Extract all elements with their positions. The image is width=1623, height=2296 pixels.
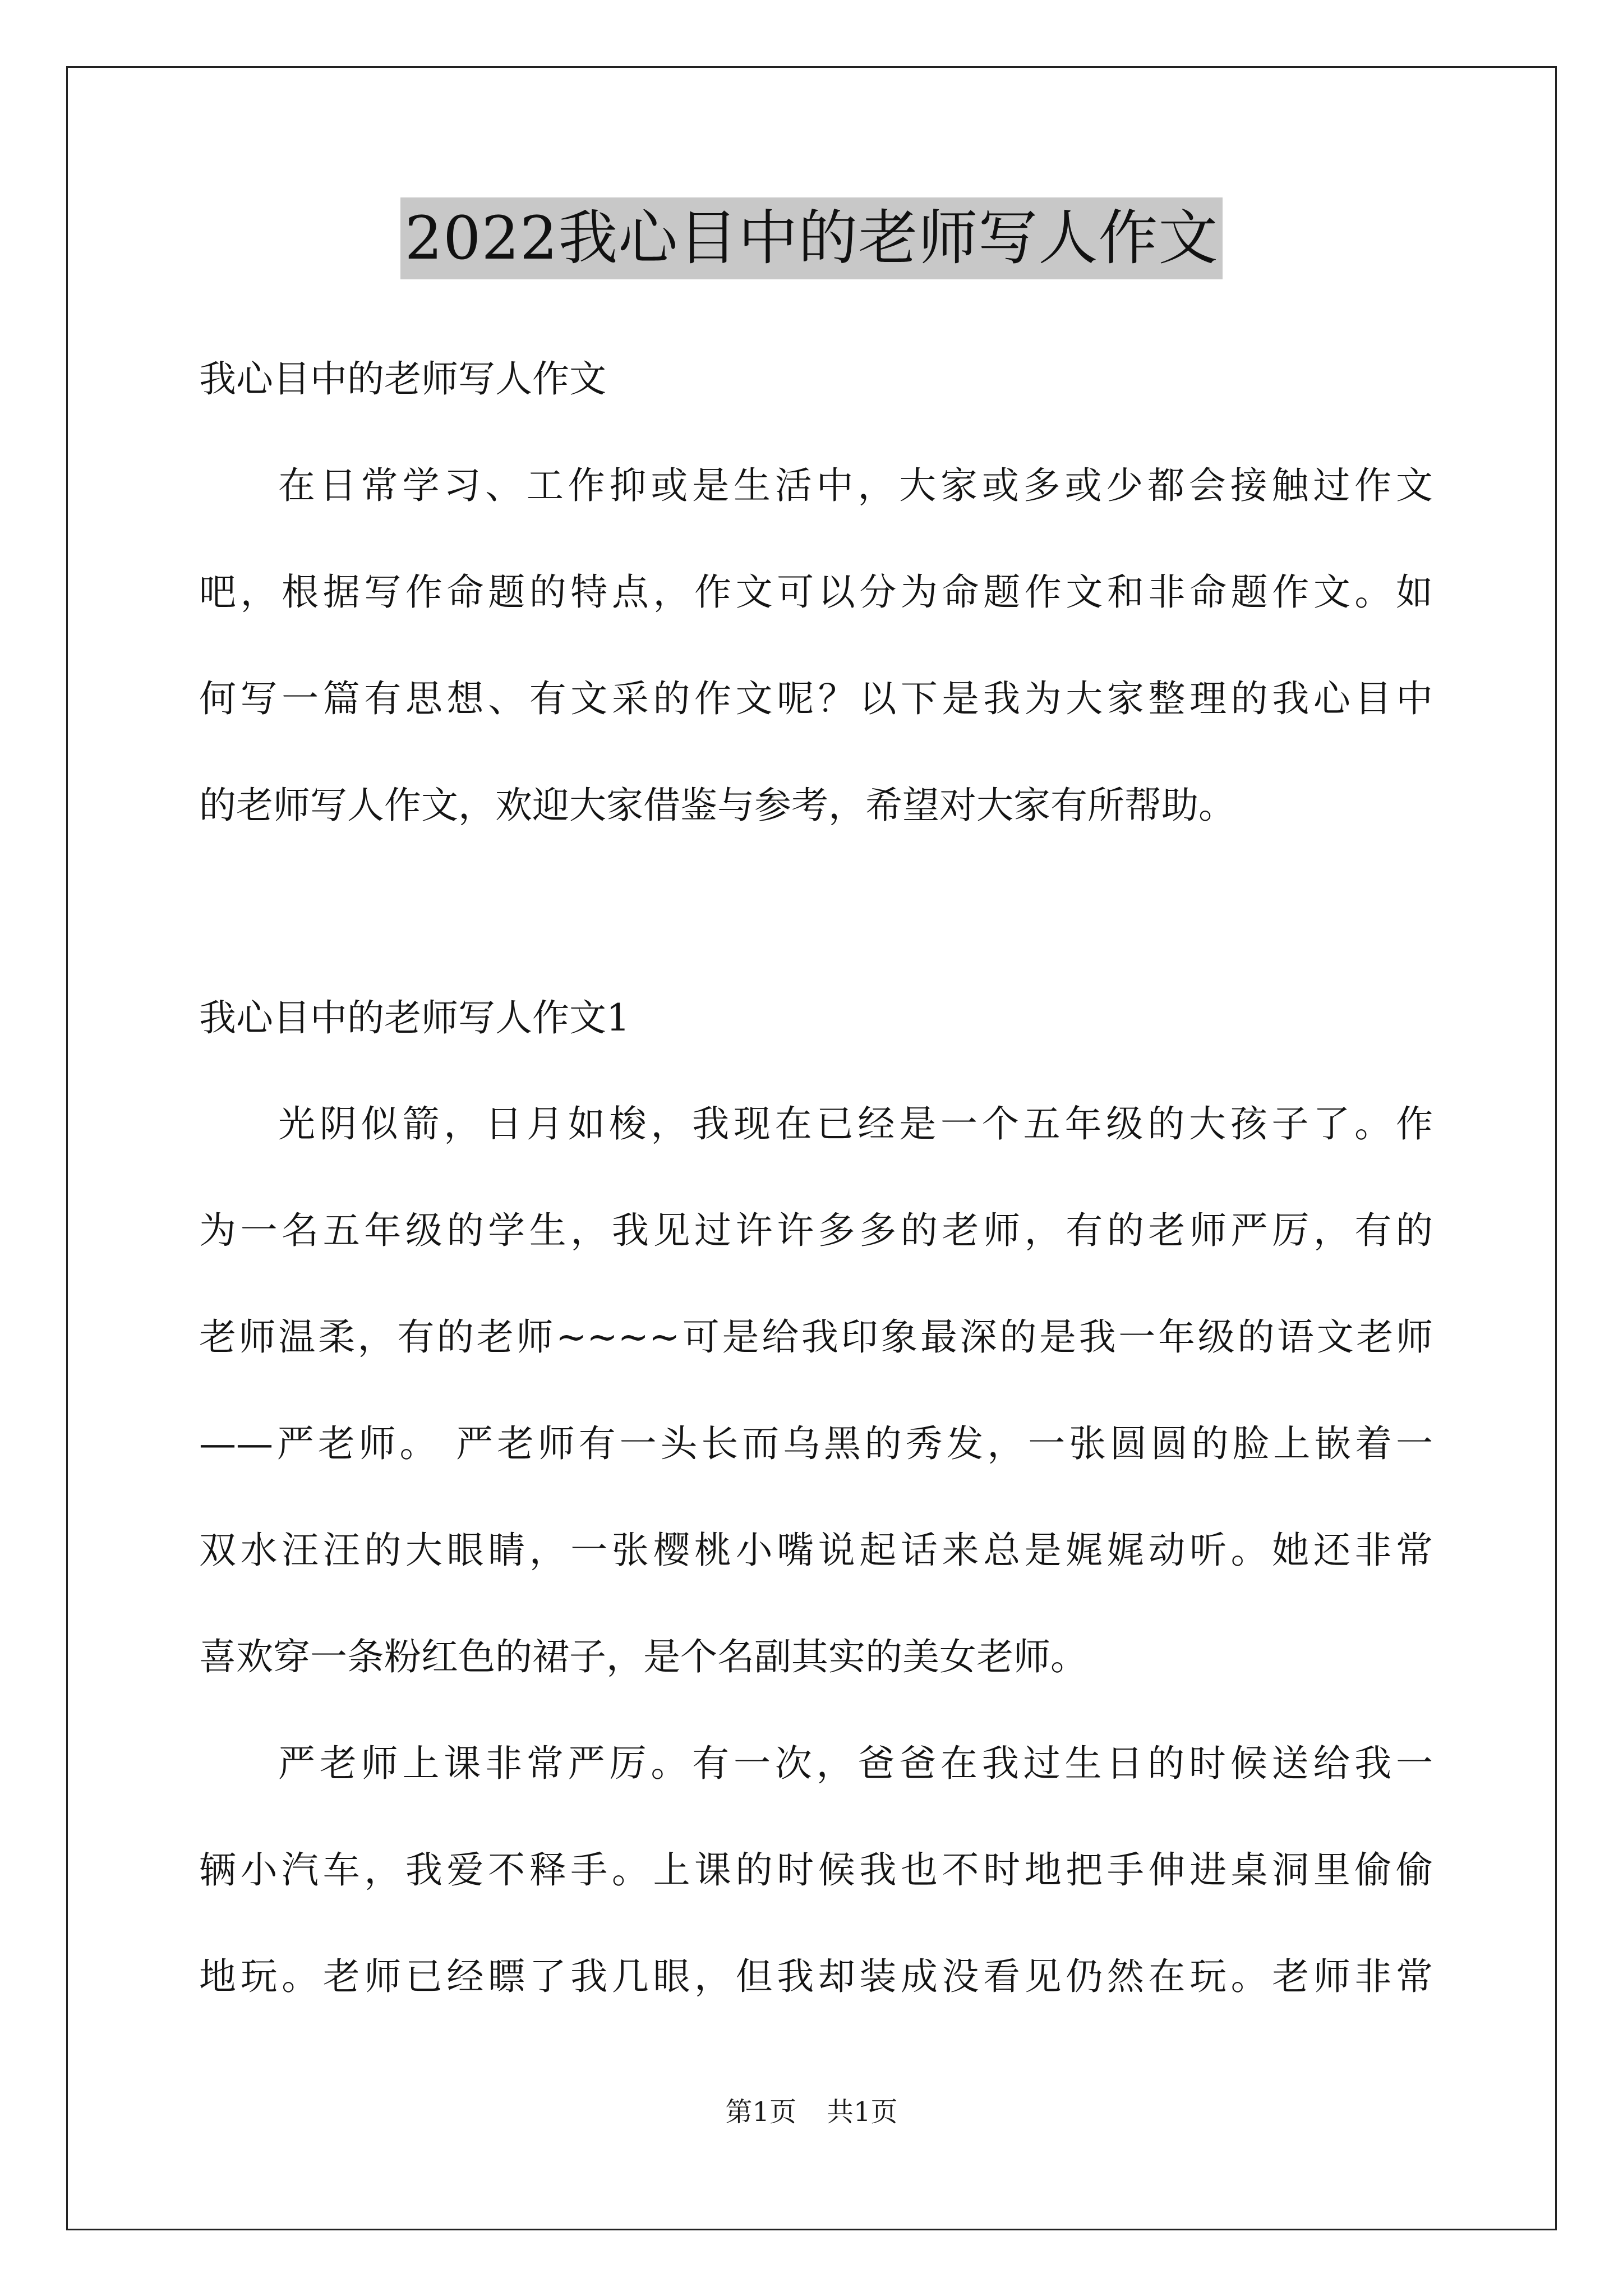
para2-line-2: 辆小汽车，我爱不释手。上课的时候我也不时地把手伸进桌洞里偷偷 [199,1848,1433,1892]
para1-line-2: 为一名五年级的学生，我见过许许多多的老师，有的老师严厉，有的 [199,1209,1433,1252]
footer-page-total: 共1页 [827,2096,898,2128]
title-container [0,197,1623,279]
para1-line-3: 老师温柔，有的老师~~~~可是给我印象最深的是我一年级的语文老师 [199,1315,1433,1359]
intro-line-4: 的老师写人作文，欢迎大家借鉴与参考，希望对大家有所帮助。 [199,784,1235,827]
intro-line-1: 在日常学习、工作抑或是生活中，大家或多或少都会接触过作文 [278,464,1433,507]
page-footer [0,2095,1623,2129]
section-heading-1: 我心目中的老师写人作文1 [199,996,630,1039]
intro-line-2: 吧，根据写作命题的特点，作文可以分为命题作文和非命题作文。如 [199,570,1433,614]
para1-line-1: 光阴似箭，日月如梭，我现在已经是一个五年级的大孩子了。作 [278,1102,1433,1145]
para1-line-6: 喜欢穿一条粉红色的裙子，是个名副其实的美女老师。 [199,1635,1087,1678]
para2-line-3: 地玩。老师已经瞟了我几眼，但我却装成没看见仍然在玩。老师非常 [199,1955,1433,1998]
intro-line-3: 何写一篇有思想、有文采的作文呢？以下是我为大家整理的我心目中 [199,677,1433,720]
document-subtitle: 我心目中的老师写人作文 [199,357,606,401]
document-title: 2022我心目中的老师写人作文 [400,197,1223,279]
para2-line-1: 严老师上课非常严厉。有一次，爸爸在我过生日的时候送给我一 [278,1742,1433,1785]
para1-line-5: 双水汪汪的大眼睛，一张樱桃小嘴说起话来总是娓娓动听。她还非常 [199,1529,1433,1572]
footer-page-current: 第1页 [725,2096,796,2128]
para1-line-4: ——严老师。 严老师有一头长而乌黑的秀发，一张圆圆的脸上嵌着一 [199,1422,1433,1465]
